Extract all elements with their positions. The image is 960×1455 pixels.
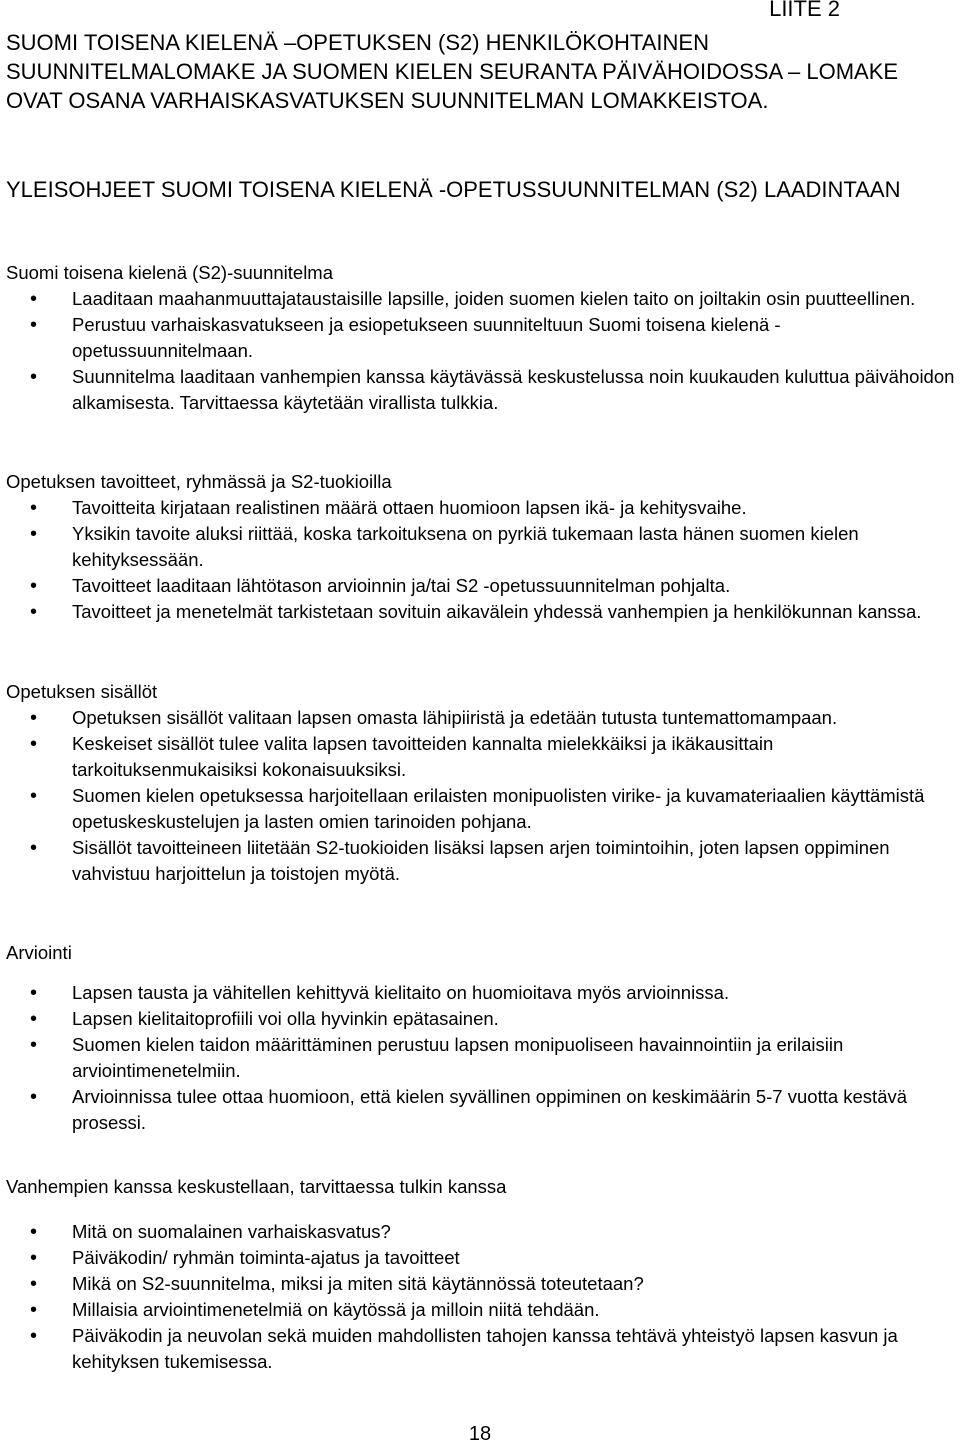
section-title: Opetuksen sisällöt <box>6 681 158 702</box>
list-item: • Perustuu varhaiskasvatukseen ja esiopetukseen suunniteltuun Suomi toisena kielenä -opetussuunnitelmaan. <box>6 312 956 364</box>
section-title: Opetuksen tavoitteet, ryhmässä ja S2-tuokioilla <box>6 471 392 492</box>
list-item: • Mikä on S2-suunnitelma, miksi ja miten sitä käytännössä toteutetaan? <box>6 1271 956 1297</box>
list-item: • Keskeiset sisällöt tulee valita lapsen tavoitteiden kannalta mielekkäiksi ja ikäkausittain tarkoituksenmukaisiksi kokonaisuuksiksi. <box>6 731 956 783</box>
list-item: • Tavoitteita kirjataan realistinen määrä ottaen huomioon lapsen ikä- ja kehitysvaihe. <box>6 495 956 521</box>
list-item: • Tavoitteet ja menetelmät tarkistetaan sovituin aikavälein yhdessä vanhempien ja henkilökunnan kanssa. <box>6 599 956 625</box>
bullet-list <box>6 705 956 887</box>
list-item: • Sisällöt tavoitteineen liitetään S2-tuokioiden lisäksi lapsen arjen toimintoihin, joten lapsen oppiminen vahvistuu harjoittelun ja toistojen myötä. <box>6 835 956 887</box>
section-parent-discussion <box>6 1174 956 1375</box>
page-number: 18 <box>468 1423 492 1445</box>
section-teaching-contents <box>6 679 956 887</box>
section-title: Vanhempien kanssa keskustellaan, tarvittaessa tulkin kanssa <box>6 1176 507 1197</box>
guidelines-heading: YLEISOHJEET SUOMI TOISENA KIELENÄ -OPETUSSUUNNITELMAN (S2) LAADINTAAN <box>6 177 901 202</box>
list-item: • Suomen kielen opetuksessa harjoitellaan erilaisten monipuolisten virike- ja kuvamateriaalien käyttämistä opetuskeskustelujen ja lasten omien tarinoiden pohjana. <box>6 783 956 835</box>
list-item: • Päiväkodin/ ryhmän toiminta-ajatus ja tavoitteet <box>6 1245 956 1271</box>
list-item: • Lapsen tausta ja vähitellen kehittyvä kielitaito on huomioitava myös arvioinnissa. <box>6 980 956 1006</box>
bullet-list <box>6 1219 956 1375</box>
bullet-list <box>6 980 956 1136</box>
list-item: • Päiväkodin ja neuvolan sekä muiden mahdollisten tahojen kanssa tehtävä yhteistyö lapsen kasvun ja kehityksen tukemisessa. <box>6 1323 956 1375</box>
list-item: • Suunnitelma laaditaan vanhempien kanssa käytävässä keskustelussa noin kuukauden kuluttua päivähoidon alkamisesta. Tarvittaessa käytetään virallista tulkkia. <box>6 364 956 416</box>
appendix-label: LIITE 2 <box>769 0 840 21</box>
bullet-list <box>6 495 956 625</box>
section-assessment <box>6 940 956 1136</box>
list-item: • Laaditaan maahanmuuttajataustaisille lapsille, joiden suomen kielen taito on joiltakin osin puutteellinen. <box>6 286 956 312</box>
bullet-list <box>6 286 956 416</box>
document-title: SUOMI TOISENA KIELENÄ –OPETUKSEN (S2) HENKILÖKOHTAINEN SUUNNITELMALOMAKE JA SUOMEN KIELEN SEURANTA PÄIVÄHOIDOSSA – LOMAKE OVAT OSANA VARHAISKASVATUKSEN SUUNNITELMAN LOMAKKEISTOA. <box>6 30 899 113</box>
list-item: • Suomen kielen taidon määrittäminen perustuu lapsen monipuoliseen havainnointiin ja erilaisiin arviointimenetelmiin. <box>6 1032 956 1084</box>
list-item: • Mitä on suomalainen varhaiskasvatus? <box>6 1219 956 1245</box>
list-item: • Yksikin tavoite aluksi riittää, koska tarkoituksena on pyrkiä tukemaan lasta hänen suomen kielen kehityksessään. <box>6 521 956 573</box>
section-teaching-goals <box>6 469 956 625</box>
list-item: • Tavoitteet laaditaan lähtötason arvioinnin ja/tai S2 -opetussuunnitelman pohjalta. <box>6 573 956 599</box>
list-item: • Arvioinnissa tulee ottaa huomioon, että kielen syvällinen oppiminen on keskimäärin 5-7 vuotta kestävä prosessi. <box>6 1084 956 1136</box>
section-s2-plan <box>6 260 956 416</box>
list-item: • Lapsen kielitaitoprofiili voi olla hyvinkin epätasainen. <box>6 1006 956 1032</box>
section-title: Suomi toisena kielenä (S2)-suunnitelma <box>6 262 334 283</box>
section-title: Arviointi <box>6 942 72 963</box>
list-item: • Opetuksen sisällöt valitaan lapsen omasta lähipiiristä ja edetään tutusta tuntemattomampaan. <box>6 705 956 731</box>
list-item: • Millaisia arviointimenetelmiä on käytössä ja milloin niitä tehdään. <box>6 1297 956 1323</box>
